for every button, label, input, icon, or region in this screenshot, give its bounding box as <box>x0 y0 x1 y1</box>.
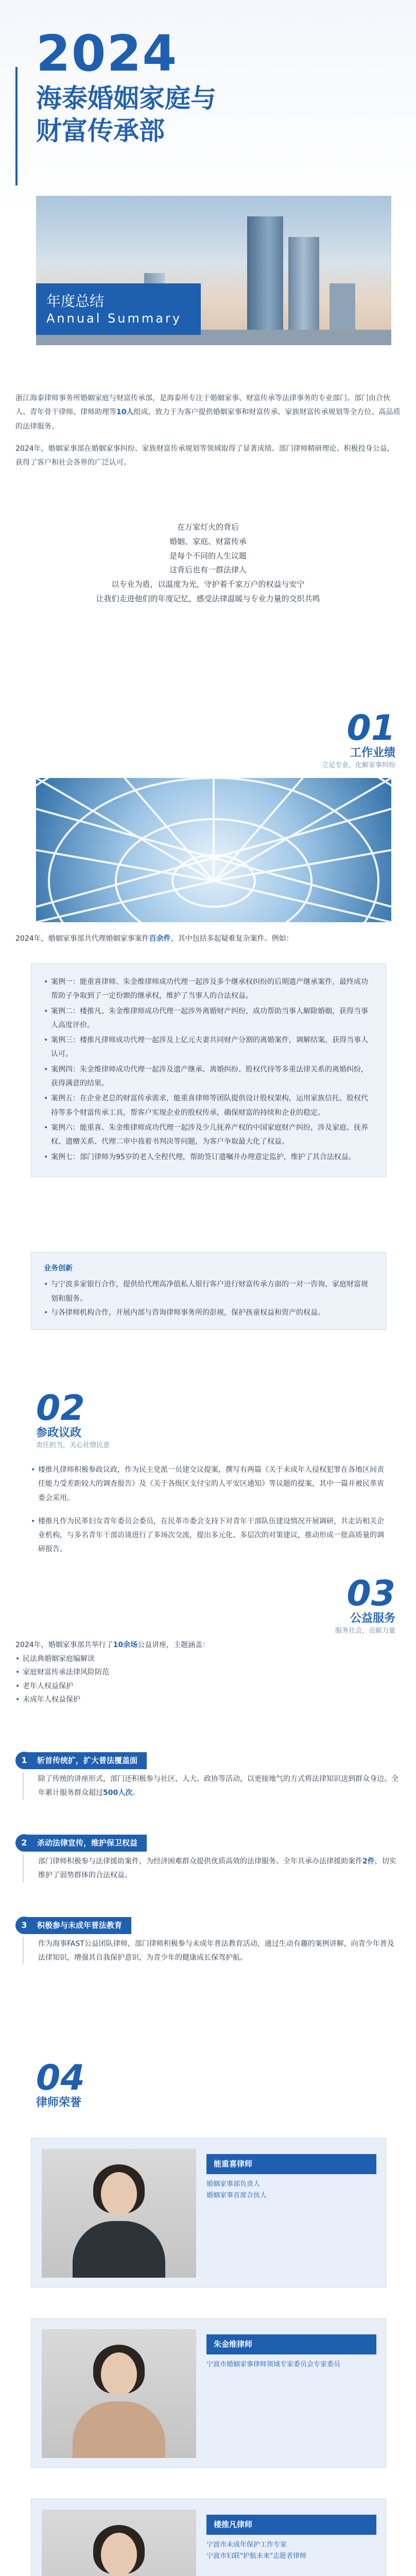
section-number: 04 <box>36 2058 85 2098</box>
innovation-item: • 与各律师机构合作，开展内部与咨询律师事务所的彭规，保护孩童权益和资产的权益。 <box>44 1306 373 1320</box>
innovation-item: • 与宁波多家银行合作，提供给代理高净值私人银行客户进行财富传承方面的一对一咨询、家庭财富规划和服务。 <box>44 1278 373 1306</box>
hero-title <box>36 82 304 147</box>
item-title: 斩首传统扩，扩大普法覆盖面 <box>26 1752 147 1769</box>
annual-summary-badge <box>36 283 201 335</box>
glass-dome-photo <box>36 778 391 922</box>
item-number: 2 <box>15 1834 33 1852</box>
intro <box>15 392 401 478</box>
body-highlight: 500人次 <box>103 1788 133 1797</box>
public-service-item-1 <box>15 1752 401 1800</box>
hero <box>0 0 416 355</box>
lead-post: ，其中包括多起疑难复杂案件。例如： <box>170 935 293 943</box>
poem-line: 以专业为盾，以温度为光，守护着千家万户的权益与安宁 <box>111 580 305 589</box>
hero-year: 2024 <box>36 25 178 82</box>
dome-lattice <box>36 778 391 922</box>
intro-paragraph-2: 2024年，婚姻家事部在婚姻家事纠纷、家族财富传承规划等领域取得了显著成绩。部门律师精研理论、积极投身公益，获得了客户和社会各界的广泛认可。 <box>15 444 394 467</box>
hero-title-line2: 财富传承部 <box>36 115 165 146</box>
section-01-lead <box>15 933 401 945</box>
politics-item: • 楼推凡律师积极参政议政，作为民主党派一员建交议提案，撰写有两篇《关于未成年人侵权犯罪在各地区间责任能力受差距较大的调查报告》及《关于各级区支付宝的人平安区通知》等议题的提案，其中一篇并被民革省委会采用。 <box>31 1463 386 1505</box>
lawyer-name: 朱金维律师 <box>206 2334 376 2354</box>
section-title: 工作业绩 <box>350 747 395 759</box>
poem-line: 在万家灯火的背后 <box>177 522 239 532</box>
intro-paragraph-1 <box>15 392 401 434</box>
item-header <box>15 1917 401 1934</box>
lawyer-role: 婚姻家事部负责人 婚姻家事首席合伙人 <box>206 2180 267 2200</box>
suit <box>73 2401 165 2458</box>
item-header <box>15 1834 401 1852</box>
intro-p1-post: 组成，致力于为客户提供婚姻家事和财富传承、家族财富传承规划等全方位、高品质的法律服务。 <box>15 408 401 431</box>
topic-item: • 未成年人权益保护 <box>15 1693 401 1707</box>
item-body <box>23 1855 401 1882</box>
case-list <box>31 963 386 1177</box>
lead-highlight: 10余场 <box>113 1641 138 1649</box>
public-service-item-3 <box>15 1917 401 1964</box>
case-item: • 案例四：朱金维律师成功代理一起涉及遗产继承、离婚纠纷、股权代持等多重法律关系的离婚纠纷，获得满意的结果。 <box>44 1063 373 1091</box>
section-04-header <box>36 2058 190 2111</box>
business-innovation-list <box>44 1278 373 1320</box>
lecture-topics <box>15 1652 401 1707</box>
lawyer-name: 能重喜律师 <box>206 2154 376 2174</box>
face <box>101 2533 137 2576</box>
section-title: 律师荣誉 <box>36 2096 82 2109</box>
hero-title-line1: 海泰婚姻家庭与 <box>36 83 216 113</box>
item-body <box>23 1772 401 1800</box>
item-number: 1 <box>15 1752 33 1769</box>
body-post: 。 <box>132 1788 140 1797</box>
topic-item: • 家庭财富传承法律风险防范 <box>15 1666 401 1680</box>
poem-line: 这背后也有一群法律人 <box>169 565 247 575</box>
lead-pre: 2024年，婚姻家事部共举行了 <box>15 1641 113 1649</box>
lawyer-role: 宁波市未成年保护工作专家 宁波市妇联"护航未来"志愿者律师 <box>206 2541 306 2561</box>
body-pre: 部门律师积极参与法律援助案件，为经济困难群众提供优质高效的法律服务。全年共承办法律援助案件 <box>38 1857 362 1866</box>
intro-p1-pre: 浙江海泰律师事务所婚姻家庭与财富传承部，是海泰所专注于婚姻家事、财富传承等法律事务的专业部门。部门由合伙人、青年骨干律师、律师助理等 <box>15 394 390 417</box>
lawyer-photo <box>42 2510 196 2576</box>
building <box>247 216 283 345</box>
politics-item: • 楼推凡作为民革妇女青年委员会委员，在民革市委会支持下对青年干部队伍建设情况开展调研，共走访相关企业机构，与多名青年干部访谈进行了多场次交流，提出多元化、多层次的对策建议，推动形成一批高质量的调研报告。 <box>31 1515 386 1557</box>
item-body <box>23 1937 401 1964</box>
hero-accent-line <box>15 67 18 185</box>
badge-en: Annual Summary <box>46 311 182 326</box>
case-item: • 案例三：楼推凡律师成功代理一起涉及上亿元夫妻共同财产分割的离婚案件，调解结案，获得当事人认可。 <box>44 1033 373 1062</box>
lawyer-card <box>31 2499 386 2576</box>
lawyer-role: 宁波市婚姻家事律师领域专家委员会专家委员 <box>206 2361 341 2368</box>
item-title: 积极参与未成年普法教育 <box>26 1917 131 1934</box>
section-title: 参政议政 <box>36 1427 82 1439</box>
body-pre: 作为海事FAST公益团队律师，部门律师积极参与未成年普法教育活动，通过生动有趣的案例讲解，向青少年普及法律知识，增强其自我保护意识，为青少年的健康成长保驾护航。 <box>38 1940 394 1962</box>
item-title: 杀动法律宣传，维护保卫权益 <box>26 1835 147 1852</box>
lead-pre: 2024年，婚姻家事部共代理婚姻家事案件 <box>15 935 149 943</box>
case-item: • 案例二：楼推凡、朱金维律师成功代理一起涉外离婚财产纠纷，成功帮助当事人解除婚姻，获得当事人高度评价。 <box>44 1005 373 1033</box>
public-service-item-2 <box>15 1834 401 1882</box>
item-header <box>15 1752 401 1769</box>
body-pre: 除了传统的讲座形式，部门还积极参与社区、人大、政协等活动，以更接地气的方式将法律知识送到群众身边。全年累计服务群众超过 <box>38 1775 398 1797</box>
lead-post: 公益讲座，主题涵盖： <box>137 1641 210 1649</box>
lawyer-card <box>31 2138 386 2287</box>
lawyer-card <box>31 2318 386 2468</box>
section-02-header <box>36 1388 190 1450</box>
lawyer-photo <box>42 2149 196 2278</box>
lawyer-photo <box>42 2329 196 2458</box>
case-item: • 案例一：能重喜律师、朱金维律师成功代理一起涉及多个继承权纠纷的后期遗产继承案件，最终成功帮助子争取到了一定份额的继承权，维护了当事人的合法权益。 <box>44 975 373 1004</box>
section-03-lead <box>15 1638 401 1707</box>
opening-poem <box>0 520 416 606</box>
lead-sentence <box>15 1638 401 1652</box>
lead-highlight: 百余件 <box>149 935 171 943</box>
poem-line: 婚姻、家庭、财富传承 <box>169 536 247 546</box>
business-innovation-title: 业务创新 <box>44 1264 73 1273</box>
case-item: • 案例六：能重喜、朱金维律师成功代理一起涉及少儿抚养产权的中国家庭财产纠纷，涉及家庭、抚养权、遗赠关系、代理二审中我着书判决等问题，为客户争取最大化了权益。 <box>44 1121 373 1149</box>
section-01-header <box>241 708 395 770</box>
case-item: • 案例七：部门律师为95岁的老人全程代理，帮助签订遗嘱并办理意定监护，维护了其合法权益。 <box>44 1150 373 1164</box>
topic-item: • 民法典婚姻家庭编解读 <box>15 1652 401 1666</box>
business-innovation-box <box>31 1252 386 1330</box>
section-subtitle: 立足专业，化解家事纠纷 <box>321 761 395 769</box>
body-highlight: 2件 <box>362 1857 375 1866</box>
topic-item: • 老年人权益保护 <box>15 1680 401 1693</box>
section-number: 02 <box>36 1388 85 1429</box>
section-03-header <box>241 1573 395 1636</box>
item-number: 3 <box>15 1917 33 1934</box>
politics-list <box>31 1463 386 1566</box>
lawyer-name: 楼推凡律师 <box>206 2515 376 2535</box>
poem-line: 让我们走进他们的年度记忆，感受法律温暖与专业力量的交织共鸣 <box>96 594 320 603</box>
face <box>101 2352 137 2396</box>
building <box>288 237 319 345</box>
section-subtitle: 服务社会，贡献力量 <box>335 1626 395 1635</box>
section-subtitle: 责任担当，关心社情民意 <box>36 1441 110 1449</box>
poem-line: 是每个不同的人生议题 <box>169 551 247 561</box>
badge-cn: 年度总结 <box>46 293 105 310</box>
section-number: 01 <box>346 708 395 749</box>
section-title: 公益服务 <box>350 1612 395 1625</box>
suit <box>73 2221 165 2278</box>
body-post: ，切实维护了弱势群体的合法权益。 <box>38 1857 396 1879</box>
section-number: 03 <box>346 1573 395 1614</box>
case-item: • 案例五：在企业老总的财富传承需求，能重喜律师等团队提供设计股权架构，运用家族信托、股权代持等多个财富传承工具，帮客户实现企业的股权传承，确保财富的持续和企业的稳定。 <box>44 1092 373 1120</box>
intro-p1-highlight: 10人 <box>116 408 134 417</box>
face <box>101 2172 137 2216</box>
